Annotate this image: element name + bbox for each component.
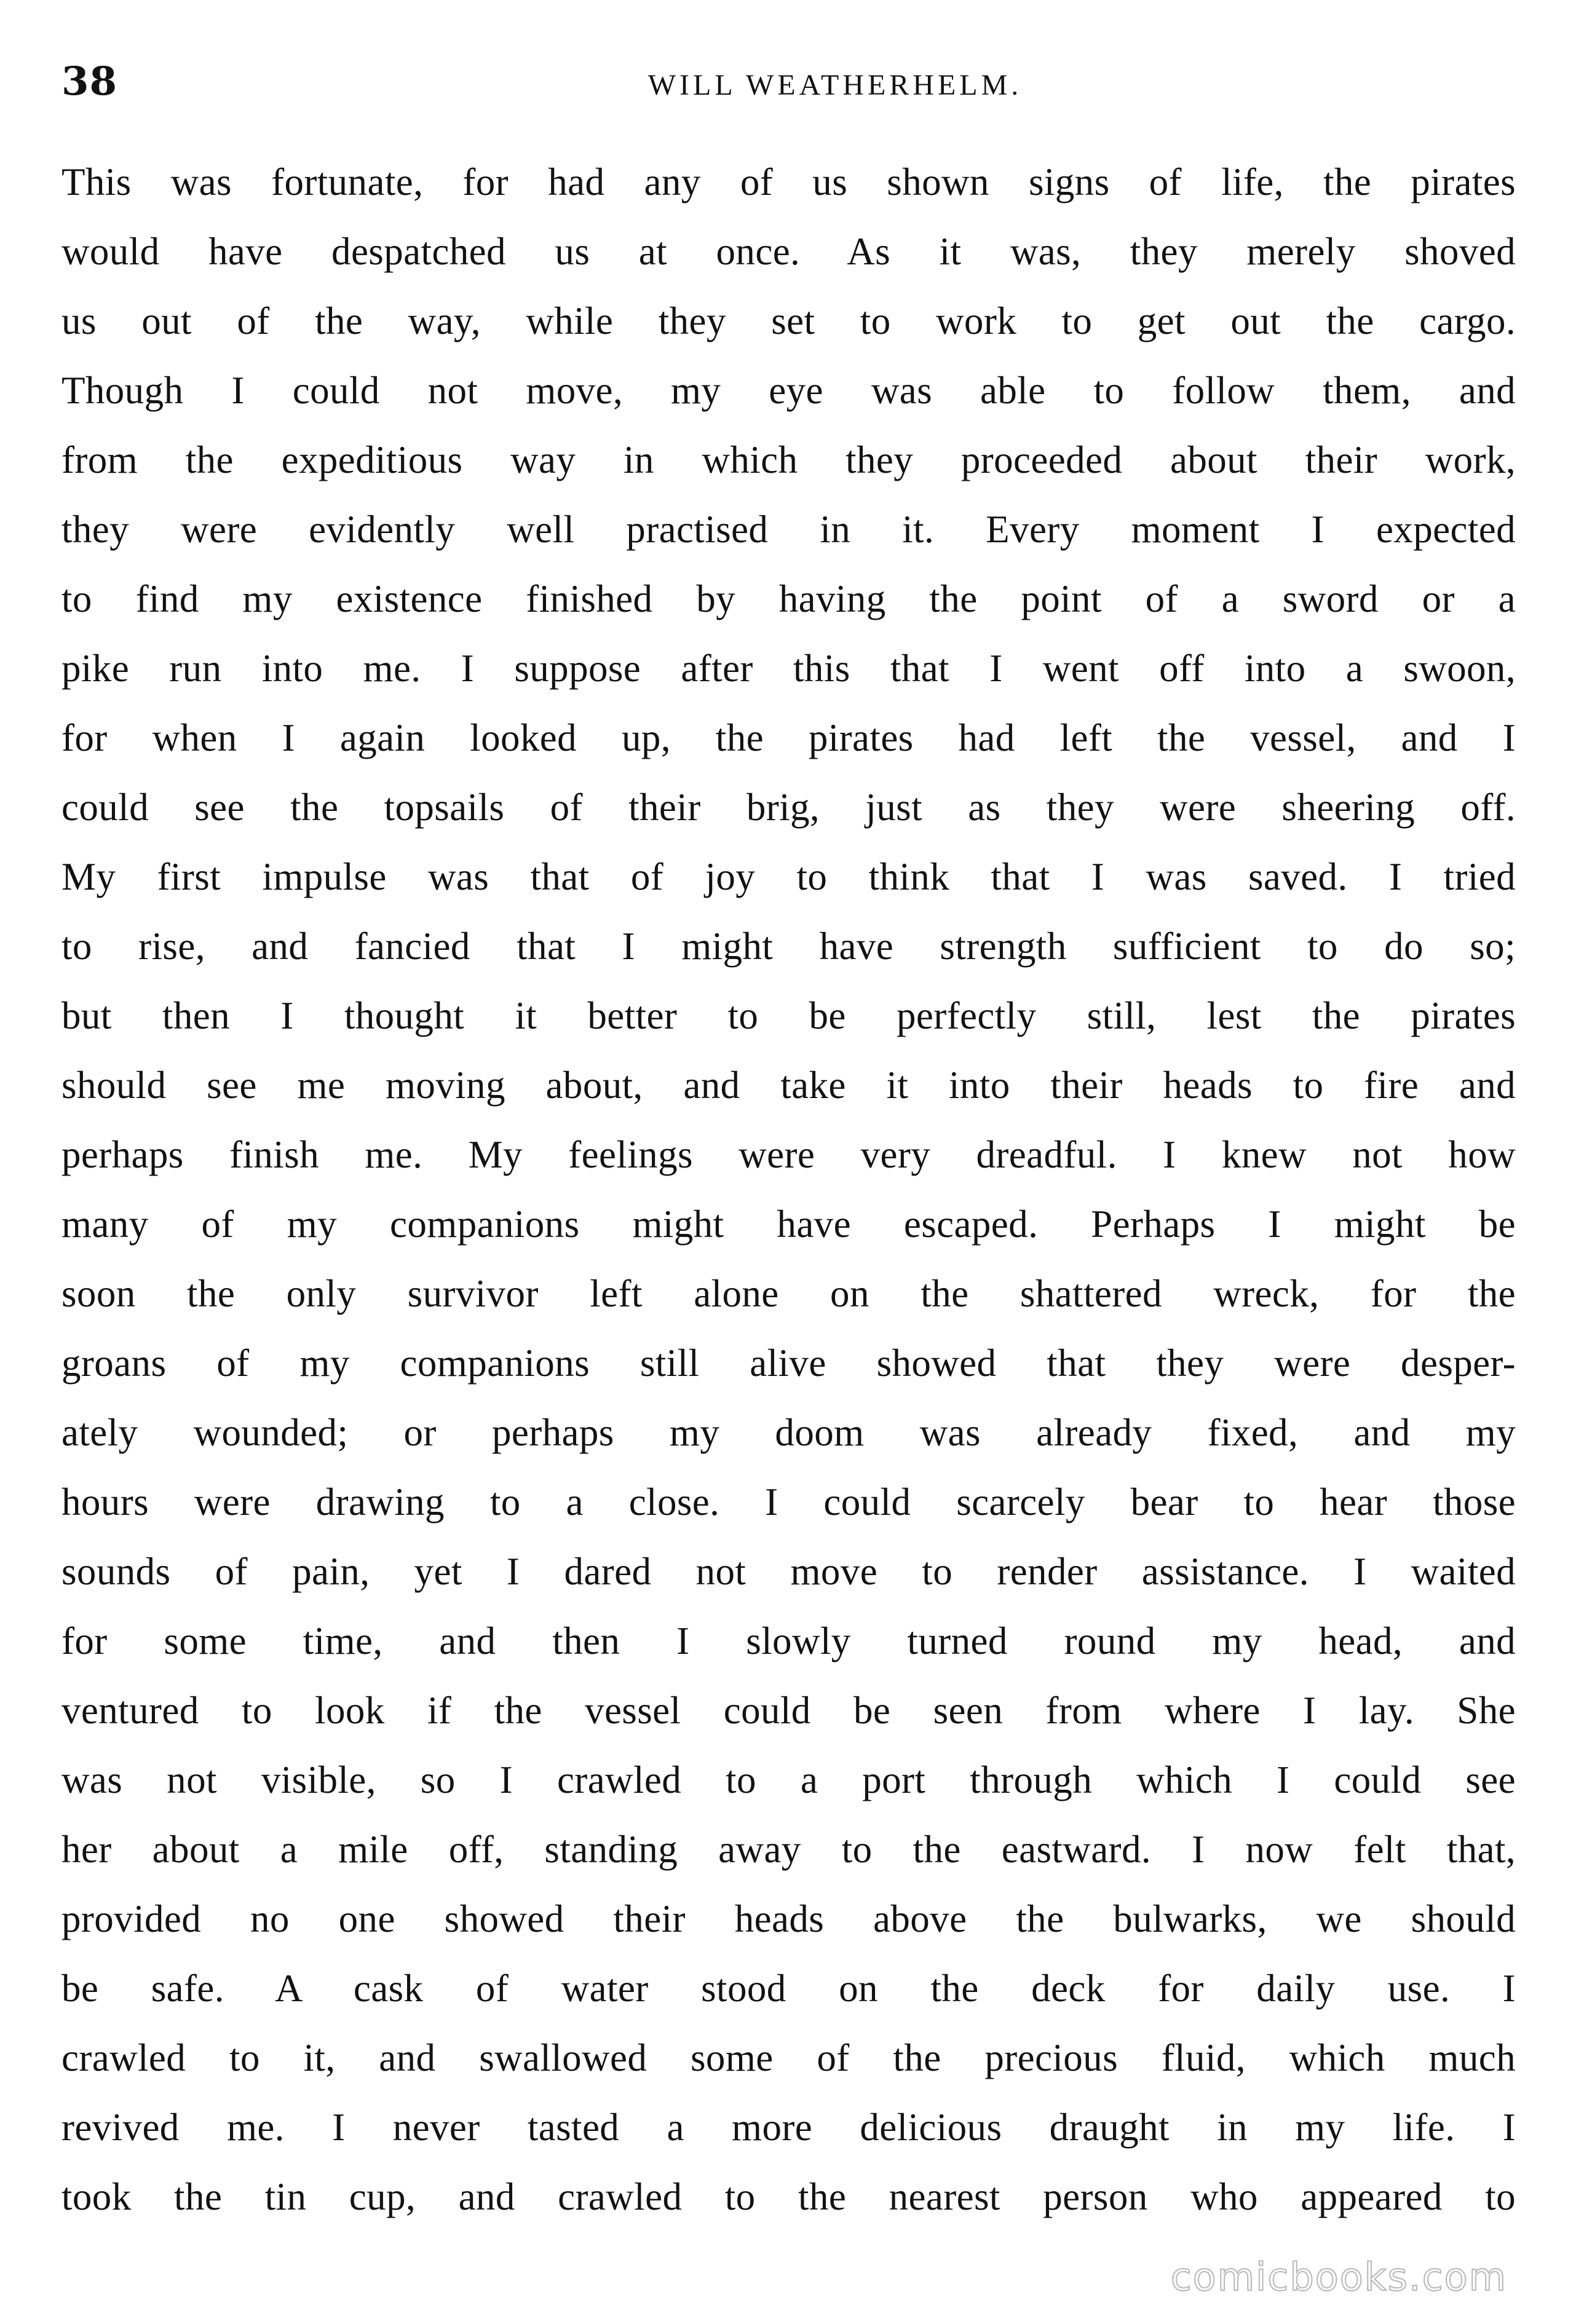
text-line: My first impulse was that of joy to think that I was saved. I tried (61, 855, 1516, 898)
text-line: took the tin cup, and crawled to the nearest person who appeared to (61, 2175, 1516, 2218)
text-line: they were evidently well practised in it. Every moment I expected (61, 508, 1516, 551)
text-line: should see me moving about, and take it into their heads to fire and (61, 1064, 1516, 1107)
text-line: us out of the way, while they set to work to get out the cargo. (61, 299, 1516, 342)
text-line: to rise, and fancied that I might have strength sufficient to do so; (61, 925, 1516, 968)
text-line: perhaps finish me. My feelings were very dreadful. I knew not how (61, 1133, 1516, 1176)
page-header (61, 54, 1510, 109)
text-line: be safe. A cask of water stood on the deck for daily use. I (61, 1967, 1516, 2010)
text-line: but then I thought it better to be perfectly still, lest the pirates (61, 994, 1516, 1037)
text-line: ately wounded; or perhaps my doom was already fixed, and my (61, 1411, 1516, 1454)
watermark-text: comicbooks.com (1170, 2255, 1507, 2299)
text-line: could see the topsails of their brig, just as they were sheering off. (61, 786, 1516, 829)
running-title: WILL WEATHERHELM. (647, 69, 1023, 101)
text-line: would have despatched us at once. As it was, they merely shoved (61, 230, 1516, 273)
text-line: many of my companions might have escaped. Perhaps I might be (61, 1203, 1516, 1246)
text-line: pike run into me. I suppose after this that I went off into a swoon, (61, 647, 1516, 690)
text-line: was not visible, so I crawled to a port through which I could see (61, 1758, 1516, 1801)
text-line: crawled to it, and swallowed some of the precious fluid, which much (61, 2036, 1516, 2079)
text-line: provided no one showed their heads above the bulwarks, we should (61, 1897, 1516, 1940)
page-number: 38 (61, 58, 118, 105)
text-line: from the expeditious way in which they proceeded about their work, (61, 438, 1516, 481)
text-line: for when I again looked up, the pirates had left the vessel, and I (61, 716, 1516, 759)
text-line: for some time, and then I slowly turned round my head, and (61, 1619, 1516, 1662)
text-line: to find my existence finished by having the point of a sword or a (61, 577, 1516, 620)
text-line: soon the only survivor left alone on the shattered wreck, for the (61, 1272, 1516, 1315)
text-line: sounds of pain, yet I dared not move to render assistance. I waited (61, 1550, 1516, 1593)
text-line: her about a mile off, standing away to the eastward. I now felt that, (61, 1828, 1516, 1871)
text-line: ventured to look if the vessel could be seen from where I lay. She (61, 1689, 1516, 1732)
text-line: hours were drawing to a close. I could scarcely bear to hear those (61, 1480, 1516, 1524)
text-line: This was fortunate, for had any of us shown signs of life, the pirates (61, 160, 1516, 204)
text-line: groans of my companions still alive showed that they were desper- (61, 1342, 1516, 1385)
text-line: revived me. I never tasted a more delicious draught in my life. I (61, 2106, 1516, 2149)
body-text (61, 148, 1516, 2232)
text-line: Though I could not move, my eye was able to follow them, and (61, 369, 1516, 412)
